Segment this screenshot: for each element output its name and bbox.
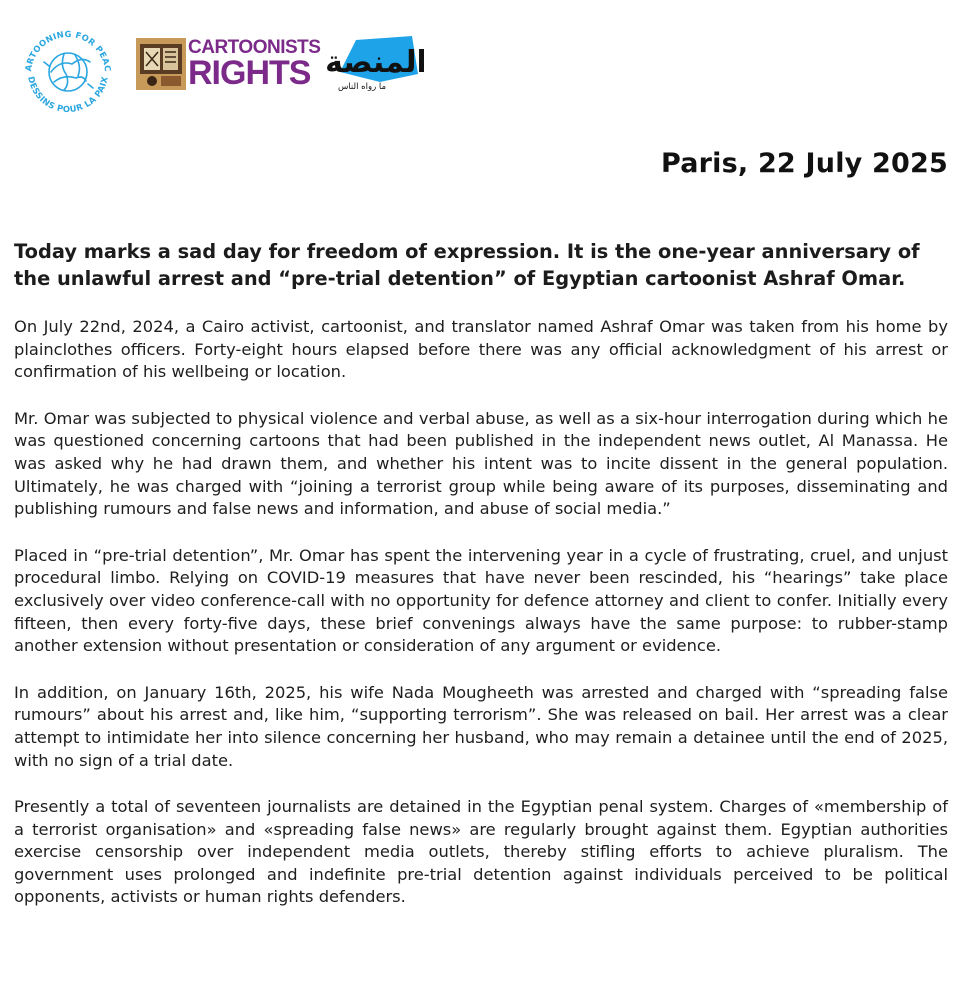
paragraph-journalists-detained: Presently a total of seventeen journalists are detained in the Egyptian penal system. Charges of «membership of a terrorist organisation» and «spreading false news» are regularly brought against them. Egyptian authorities exercise censorship over independent media outlets, thereby stifling efforts to achieve pluralism. The government uses prolonged and indefinite pre-trial detention against individuals perceived to be political opponents, activists or human rights defenders. xyxy=(14,797,948,907)
dateline: Paris, 22 July 2025 xyxy=(660,148,948,179)
al-manassa-tagline: ما رواه الناس xyxy=(337,82,387,92)
al-manassa-wordmark xyxy=(320,34,424,94)
cartoonists-rights-wordmark xyxy=(188,38,320,90)
cartoonists-rights-line2: RIGHTS xyxy=(188,54,311,92)
al-manassa-name: المنصة xyxy=(325,45,424,80)
cartoonists-rights-logo xyxy=(136,37,321,92)
svg-text:CARTOONING FOR PEACE xyxy=(20,26,113,72)
paragraph-detention: Placed in “pre-trial detention”, Mr. Omar has spent the intervening year in a cycle of frustrating, cruel, and unjust procedural limbo. Relying on COVID-19 measures that have never been rescinded, his “hearings” take place exclusively over video conference-call with no opportunity for defence attorney and client to confer. Initially every fifteen, then every forty-five days, these brief convenings always have the same purpose: to rubber-stamp another extension without presentation or consideration of any argument or evidence. xyxy=(14,545,948,656)
cfp-top-text: ARTOONING FOR PEAC xyxy=(23,28,114,73)
cfp-bottom-text: DESSINS POUR LA PAIX xyxy=(26,75,110,115)
dove-globe-icon xyxy=(44,53,93,91)
al-manassa-logo xyxy=(320,34,424,94)
cartooning-for-peace-emblem xyxy=(20,26,116,116)
cartoonists-rights-line1: CARTOONISTS xyxy=(188,37,321,58)
paragraph-wife-arrest: In addition, on January 16th, 2025, his wife Nada Mougheeth was arrested and charged with “spreading false rumours” about his arrest and, like him, “supporting terrorism”. She was released on bail. Her arrest was a clear attempt to intimidate her into silence concerning her husband, who may remain a detainee until the end of 2025, with no sign of a trial date. xyxy=(14,682,948,770)
paragraph-interrogation: Mr. Omar was subjected to physical violence and verbal abuse, as well as a six-hour interrogation during which he was questioned concerning cartoons that had been published in the independent news outlet, Al Manassa. He was asked why he had drawn them, and whether his intent was to incite dissent in the general population. Ultimately, he was charged with “joining a terrorist group while being aware of its purposes, disseminating and publishing rumours and false news and information, and abuse of social media.” xyxy=(14,408,948,519)
paragraph-arrest: On July 22nd, 2024, a Cairo activist, cartoonist, and translator named Ashraf Omar was taken from his home by plainclothes officers. Forty-eight hours elapsed before there was any official acknowledgment of his arrest or confirmation of his wellbeing or location. xyxy=(14,317,948,382)
cartoonists-rights-illustration-icon xyxy=(136,38,186,90)
cartooning-for-peace-logo xyxy=(20,26,116,116)
headline: Today marks a sad day for freedom of expression. It is the one-year anniversary of the unlawful arrest and “pre-trial detention” of Egyptian cartoonist Ashraf Omar. xyxy=(14,240,920,290)
press-release-body xyxy=(14,238,948,933)
